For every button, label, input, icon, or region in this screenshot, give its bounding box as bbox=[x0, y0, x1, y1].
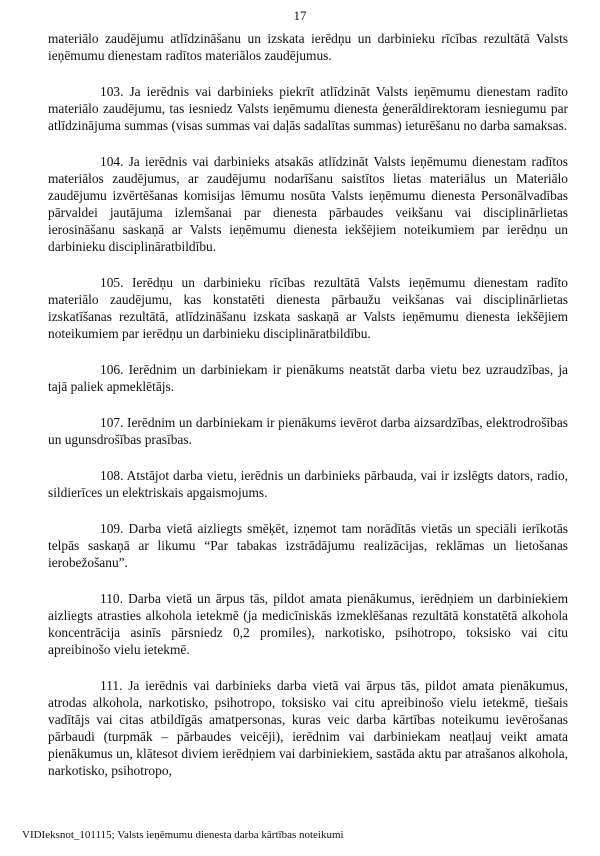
page-number: 17 bbox=[293, 8, 307, 23]
paragraph-110: 110. Darba vietā un ārpus tās, pildot amata pienākumus, ierēdņiem un darbiniekiem aizliegts atrasties alkohola ietekmē (ja medicīniskās izmeklēšanas rezultātā konstatētā alkohola koncentrācija asinīs pārsniedz 0,2 promiles), narkotisko, psihotropo, toksisko vai citu apreibinošo vielu ietekmē. bbox=[48, 591, 568, 657]
paragraph-106: 106. Ierēdnim un darbiniekam ir pienākums neatstāt darba vietu bez uzraudzības, ja tajā paliek apmeklētājs. bbox=[48, 362, 568, 394]
paragraph-109: 109. Darba vietā aizliegts smēķēt, izņemot tam norādītās vietās un speciāli ierīkotās telpās saskaņā ar likumu “Par tabakas izstrādājumu realizācijas, reklāmas un lietošanas ierobežošanu”. bbox=[48, 521, 568, 570]
paragraph-111: 111. Ja ierēdnis vai darbinieks darba vietā vai ārpus tās, pildot amata pienākumus, atrodas alkohola, narkotisko, psihotropo, toksisko vai citu apreibinošo vielu ietekmē, tiešais vadītājs vai citas atbildīgās amatpersonas, kuras veic darba kārtības noteikumu ievērošanas pārbaudi (turpmāk – pārbaudes veicēji), ierēdnim vai darbiniekam neatļauj veikt amata pienākumus un, klātesot diviem ierēdņiem vai darbiniekiem, sastāda aktu par atrašanos alkohola, narkotisko, psihotropo, bbox=[48, 678, 568, 778]
paragraph-continuation: materiālo zaudējumu atlīdzināšanu un izskata ierēdņu un darbinieku rīcības rezultātā Valsts ieņēmumu dienestam radītos materiālos zaudējumus. bbox=[48, 31, 568, 63]
paragraph-104: 104. Ja ierēdnis vai darbinieks atsakās atlīdzināt Valsts ieņēmumu dienestam radītos materiālos zaudējumus, ar zaudējumu nodarīšanu saistītos lietas materiālus un Materiālo zaudējumu izvērtēšanas komisijas lēmumu nosūta Valsts ieņēmumu dienesta Personālvadības pārvaldei jautājuma izlemšanai par dienesta pārbaudes veikšanu vai disciplinārlietas ierosināšanu saskaņā ar Valsts ieņēmumu dienesta iekšējiem noteikumiem par ierēdņu un darbinieku disciplināratbildību. bbox=[48, 154, 568, 254]
paragraph-103: 103. Ja ierēdnis vai darbinieks piekrīt atlīdzināt Valsts ieņēmumu dienestam radīto materiālo zaudējumu, tas iesniedz Valsts ieņēmumu dienesta ģenerāldirektoram iesniegumu par atlīdzinājuma summas (visas summas vai daļās sadalītas summas) ieturēšanu no darba samaksas. bbox=[48, 84, 568, 133]
document-body bbox=[48, 30, 568, 798]
paragraph-108: 108. Atstājot darba vietu, ierēdnis un darbinieks pārbauda, vai ir izslēgts dators, radio, sildierīces un elektriskais apgaismojums. bbox=[48, 468, 568, 500]
paragraph-105: 105. Ierēdņu un darbinieku rīcības rezultātā Valsts ieņēmumu dienestam radīto materiālo zaudējumu, kas konstatēti dienesta pārbaužu veikšanas vai disciplinārlietas izskatīšanas rezultātā, atlīdzināšanu izskata saskaņā ar Valsts ieņēmumu dienesta iekšējiem noteikumiem par ierēdņu un darbinieku disciplināratbildību. bbox=[48, 275, 568, 341]
paragraph-107: 107. Ierēdnim un darbiniekam ir pienākums ievērot darba aizsardzības, elektrodrošības un ugunsdrošības prasības. bbox=[48, 415, 568, 447]
page-footer: VIDIeksnot_101115; Valsts ieņēmumu dienesta darba kārtības noteikumi bbox=[22, 829, 344, 841]
